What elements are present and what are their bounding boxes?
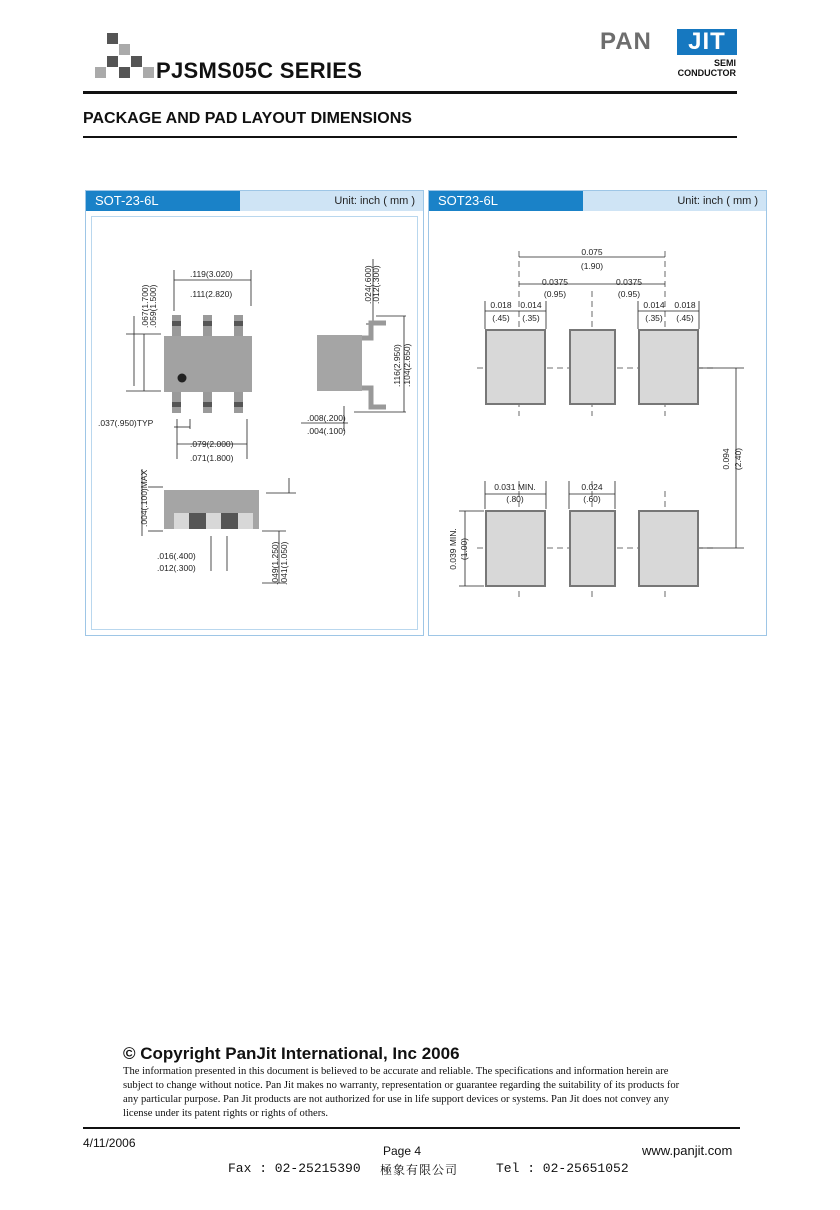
dim-lead-th-min: .004(.100): [307, 426, 346, 436]
package-top-view: [164, 315, 252, 413]
pad-h-min: 0.039 MIN.: [448, 528, 458, 570]
pad-edge-left-mm: (.45): [492, 313, 510, 323]
footer-company: 極象有限公司: [380, 1163, 459, 1177]
panel-title: SOT-23-6L: [86, 191, 242, 211]
pad-mid-w-mm: (.60): [583, 494, 601, 504]
brand-pan: PAN: [600, 28, 652, 55]
pad-overall-mm: (1.90): [580, 261, 604, 271]
pad-edge-right: 0.018: [674, 300, 696, 310]
pad-bottom-1: [486, 511, 545, 586]
dim-height-min: .041(1.050): [279, 541, 289, 585]
section-title: PACKAGE AND PAD LAYOUT DIMENSIONS: [83, 110, 412, 127]
brand-jit: JIT: [677, 29, 737, 55]
pad-mid-w: 0.024: [581, 482, 603, 492]
pad-pitch-left: 0.0375: [542, 277, 568, 287]
pad-edge-right-mm: (.45): [676, 313, 694, 323]
dim-lead-t-max: .024(.600): [363, 265, 373, 304]
pad-gap-right-mm: (.35): [645, 313, 663, 323]
dim-pitch2-min: .071(1.800): [190, 453, 234, 463]
dim-top-width-min: .111(2.820): [190, 289, 233, 299]
pad-layout-drawing: [429, 191, 768, 637]
pad-top-2: [570, 330, 615, 404]
pad-gap-left: 0.014: [520, 300, 542, 310]
dim-lead-w-max: .016(.400): [157, 551, 196, 561]
footer-rule: [83, 1127, 740, 1129]
pad-overall: 0.075: [581, 247, 603, 257]
brand-conductor: CONDUCTOR: [677, 68, 736, 78]
footer-fax: Fax : 02-25215390: [228, 1161, 361, 1176]
dim-lead-w-min: .012(.300): [157, 563, 196, 573]
pad-row-span-mm: (2.40): [733, 447, 743, 471]
pad-gap-right: 0.014: [643, 300, 665, 310]
pad-row-span: 0.094: [721, 448, 731, 470]
dim-total-h-max: .116(2.950): [392, 344, 402, 387]
footer-page: Page 4: [383, 1144, 422, 1158]
series-title: PJSMS05C SERIES: [156, 58, 363, 83]
pad-top-3: [639, 330, 698, 404]
header-rule: [83, 91, 737, 94]
pad-bottom-2: [570, 511, 615, 586]
dim-body-h-max: .067(1.700): [140, 284, 150, 328]
pad-w-min-mm: (.80): [506, 494, 524, 504]
pad-pitch-right: 0.0375: [616, 277, 642, 287]
disclaimer-line: license under its patent rights or rights of others.: [123, 1108, 329, 1120]
panel-unit: Unit: inch ( mm ): [240, 191, 423, 211]
disclaimer-line: subject to change without notice. Pan Jit makes no warranty, representation or guarantee regarding the suitability of its products for: [123, 1080, 680, 1092]
dim-top-width-max: .119(3.020): [190, 269, 233, 279]
pad-bottom-3: [639, 511, 698, 586]
pad-gap-left-mm: (.35): [522, 313, 540, 323]
pad-pitch-left-mm: (0.95): [543, 289, 567, 299]
pad-w-min: 0.031 MIN.: [494, 482, 536, 492]
footer-website[interactable]: www.panjit.com: [642, 1143, 733, 1158]
package-side-view: [317, 323, 386, 407]
footer-date: 4/11/2006: [83, 1136, 136, 1150]
dim-standoff-max: .004(.100)MAX: [139, 469, 149, 527]
pad-top-1: [486, 330, 545, 404]
dim-pitch-typ: .037(.950)TYP: [98, 418, 154, 428]
footer-tel: Tel : 02-25651052: [496, 1161, 629, 1176]
section-rule: [83, 136, 737, 138]
panjit-logo: [600, 28, 738, 80]
package-drawing: [86, 191, 425, 637]
package-dimensions-panel: [85, 190, 424, 636]
copyright-title: © Copyright PanJit International, Inc 2006: [123, 1044, 460, 1063]
dim-body-h-min: .059(1.500): [148, 284, 158, 328]
disclaimer-line: any particular purpose. Pan Jit products are not authorized for use in life support devices or systems. Pan Jit does not convey any: [123, 1094, 670, 1106]
package-bottom-view: [164, 490, 259, 529]
panel-title: SOT23-6L: [429, 191, 585, 211]
pad-edge-left: 0.018: [490, 300, 512, 310]
pad-pitch-right-mm: (0.95): [617, 289, 641, 299]
dim-height-max: .049(1.250): [270, 541, 280, 585]
dim-lead-t-min: .012(.300): [371, 265, 381, 304]
pad-layout-panel: [428, 190, 767, 636]
brand-semi: SEMI: [713, 58, 736, 68]
disclaimer-line: The information presented in this document is believed to be accurate and reliable. The specifications and information herein are: [123, 1066, 669, 1077]
dim-pitch2-max: .079(2.000): [190, 439, 234, 449]
pad-h-min-mm: (1.00): [459, 537, 469, 561]
panel-unit: Unit: inch ( mm ): [583, 191, 766, 211]
dim-lead-th-max: .008(.200): [307, 413, 346, 423]
dim-total-h-min: .104(2.650): [402, 343, 412, 387]
disclaimer: [123, 1065, 723, 1121]
